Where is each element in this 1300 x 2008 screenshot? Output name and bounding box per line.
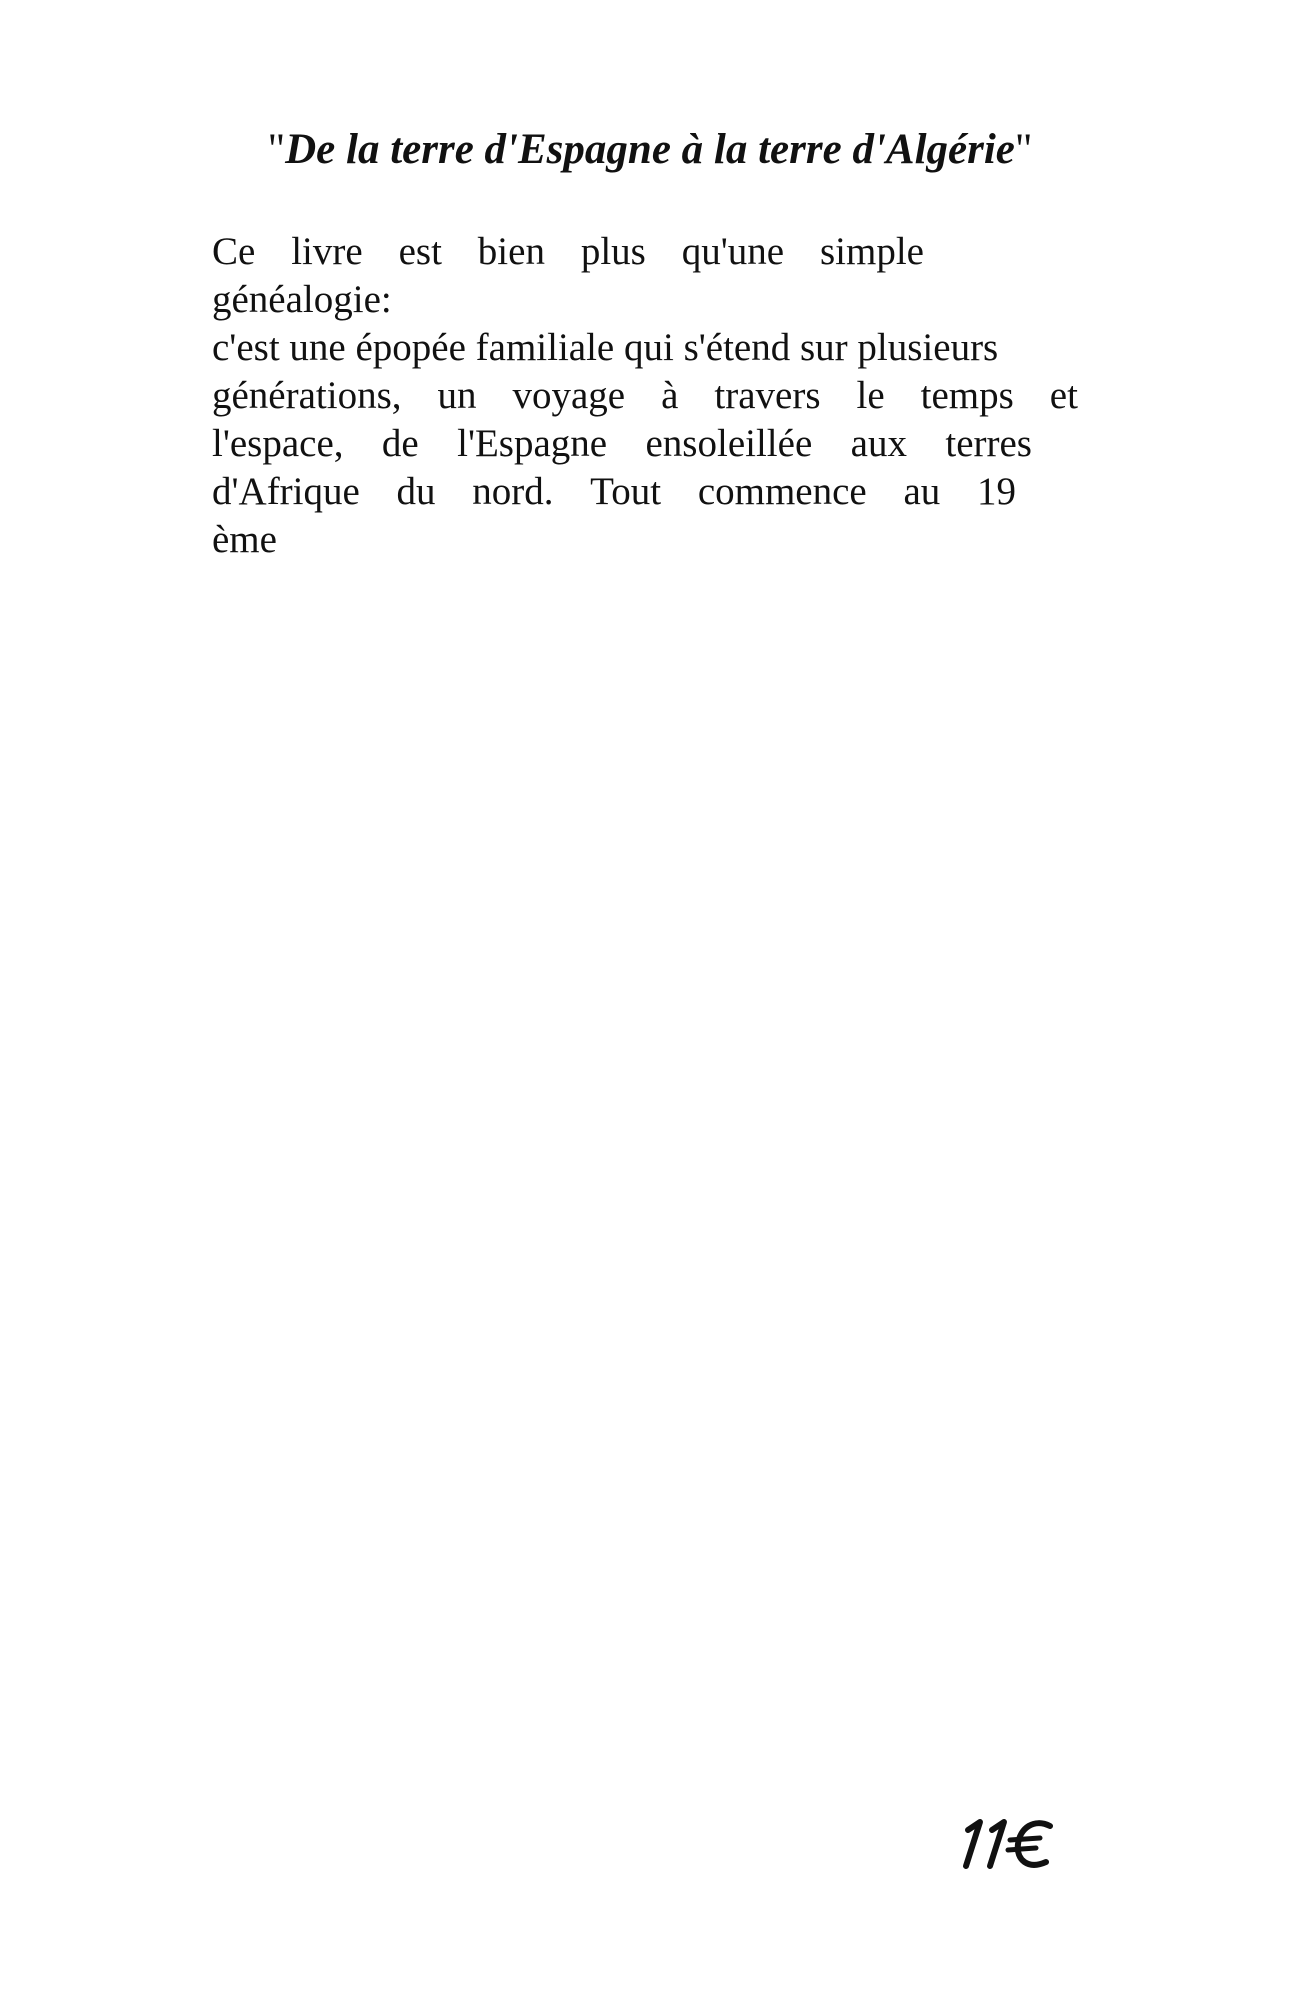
body-line-6 <box>212 468 1016 516</box>
body-line-3 <box>212 324 998 372</box>
word: nord. <box>472 470 554 513</box>
word: d'Afrique <box>212 470 360 513</box>
word: terres <box>945 422 1032 465</box>
title-close-quote: " <box>1014 126 1033 173</box>
title-open-quote: " <box>267 126 286 173</box>
price-euro-bar-top <box>1010 1838 1040 1840</box>
body-line-7 <box>212 516 277 564</box>
body-line-2 <box>212 276 392 324</box>
word: l'Espagne <box>457 422 608 465</box>
word: simple <box>819 230 924 273</box>
word: plus <box>580 230 646 273</box>
word: généalogie: <box>212 278 392 321</box>
word: un <box>437 374 477 417</box>
body-line-4 <box>212 372 1078 420</box>
word: Tout <box>590 470 662 513</box>
word: livre <box>291 230 363 273</box>
price-euro-sign <box>1018 1823 1050 1865</box>
word: l'espace, <box>212 422 344 465</box>
word: aux <box>850 422 907 465</box>
body-line-1 <box>212 228 924 276</box>
word: de <box>381 422 419 465</box>
word: à <box>661 374 679 417</box>
line-text: c'est une épopée familiale qui s'étend sur plusieurs <box>212 326 999 369</box>
body-line-5 <box>212 420 1032 468</box>
title-text: De la terre d'Espagne à la terre d'Algérie <box>285 126 1015 173</box>
word: le <box>856 374 885 417</box>
price-digit-1-second <box>990 1822 1004 1866</box>
word: ème <box>212 518 277 561</box>
price-digit-1 <box>966 1822 980 1866</box>
word: commence <box>697 470 867 513</box>
word: travers <box>714 374 821 417</box>
word: voyage <box>512 374 626 417</box>
word: temps <box>920 374 1014 417</box>
price-euro-bar-bottom <box>1008 1848 1036 1850</box>
word: générations, <box>212 374 402 417</box>
word: ensoleillée <box>645 422 813 465</box>
word: bien <box>477 230 545 273</box>
word: au <box>903 470 941 513</box>
word: et <box>1049 374 1078 417</box>
word: qu'une <box>681 230 785 273</box>
book-title <box>180 118 1120 182</box>
handwritten-price <box>958 1808 1068 1878</box>
word: 19 <box>976 470 1016 513</box>
word: Ce <box>212 230 256 273</box>
word: du <box>396 470 436 513</box>
word: est <box>398 230 442 273</box>
